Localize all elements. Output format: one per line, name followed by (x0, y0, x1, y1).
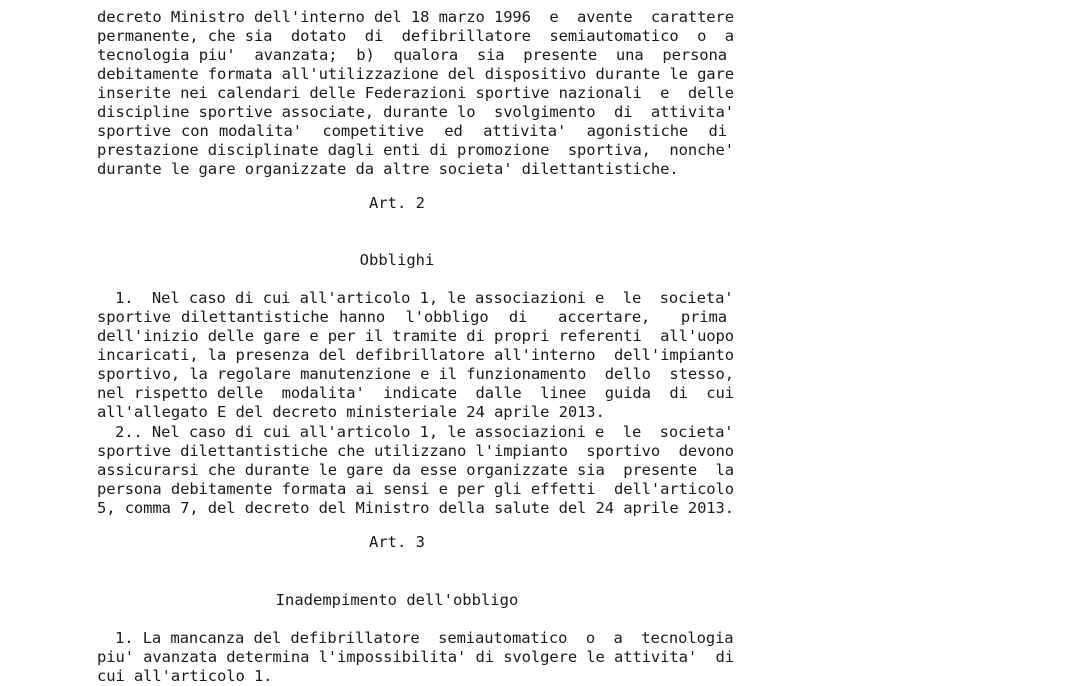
art2-para1-line: all'allegato E del decreto ministeriale 24 aprile 2013. (97, 403, 605, 421)
intro-line: durante le gare organizzate da altre societa' dilettantistiche. (97, 160, 679, 178)
cut-off-line (97, 0, 727, 7)
intro-line: sportive con modalita' competitive ed attivita' agonistiche di (97, 122, 727, 140)
art3-para1-line: cui all'articolo 1. (97, 667, 273, 685)
art2-para2-line: persona debitamente formata ai sensi e per gli effetti dell'articolo (97, 480, 734, 498)
article-title: Inadempimento dell'obbligo (275, 591, 519, 609)
article-heading: Art. 3 (369, 533, 425, 551)
intro-line: permanente, che sia dotato di defibrillatore semiautomatico o a (97, 27, 734, 45)
art2-para1-line: nel rispetto delle modalita' indicate dalle linee guida di cui (97, 384, 734, 402)
article-heading: Art. 2 (369, 194, 425, 212)
intro-line: tecnologia piu' avanzata; b) qualora sia presente una persona (97, 46, 727, 64)
art2-para1-line: incaricati, la presenza del defibrillatore all'interno dell'impianto (97, 346, 734, 364)
art2-para2-line: sportive dilettantistiche che utilizzano l'impianto sportivo devono (97, 442, 734, 460)
intro-line: inserite nei calendari delle Federazioni sportive nazionali e delle (97, 84, 734, 102)
intro-line: prestazione disciplinate dagli enti di promozione sportiva, nonche' (97, 141, 734, 159)
intro-line: discipline sportive associate, durante lo svolgimento di attivita' (97, 103, 734, 121)
art2-para2-line: assicurarsi che durante le gare da esse organizzate sia presente la (97, 461, 734, 479)
art2-para1-line: sportivo, la regolare manutenzione e il funzionamento dello stesso, (97, 365, 734, 383)
art2-para1-line: dell'inizio delle gare e per il tramite di propri referenti all'uopo (97, 327, 734, 345)
art2-para2-line: 5, comma 7, del decreto del Ministro della salute del 24 aprile 2013. (97, 499, 734, 517)
art2-para1-line: 1. Nel caso di cui all'articolo 1, le associazioni e le societa' (115, 289, 734, 307)
art3-para1-line: piu' avanzata determina l'impossibilita' di svolgere le attivita' di (97, 648, 734, 666)
article-title: Obblighi (359, 251, 435, 269)
art2-para2-line: 2.. Nel caso di cui all'articolo 1, le associazioni e le societa' (115, 423, 734, 441)
intro-line: decreto Ministro dell'interno del 18 marzo 1996 e avente carattere (97, 8, 734, 26)
art3-para1-line: 1. La mancanza del defibrillatore semiautomatico o a tecnologia (115, 629, 734, 647)
intro-line: debitamente formata all'utilizzazione del dispositivo durante le gare (97, 65, 734, 83)
art2-para1-line: sportive dilettantistiche hanno l'obbligo di accertare, prima (97, 308, 727, 326)
